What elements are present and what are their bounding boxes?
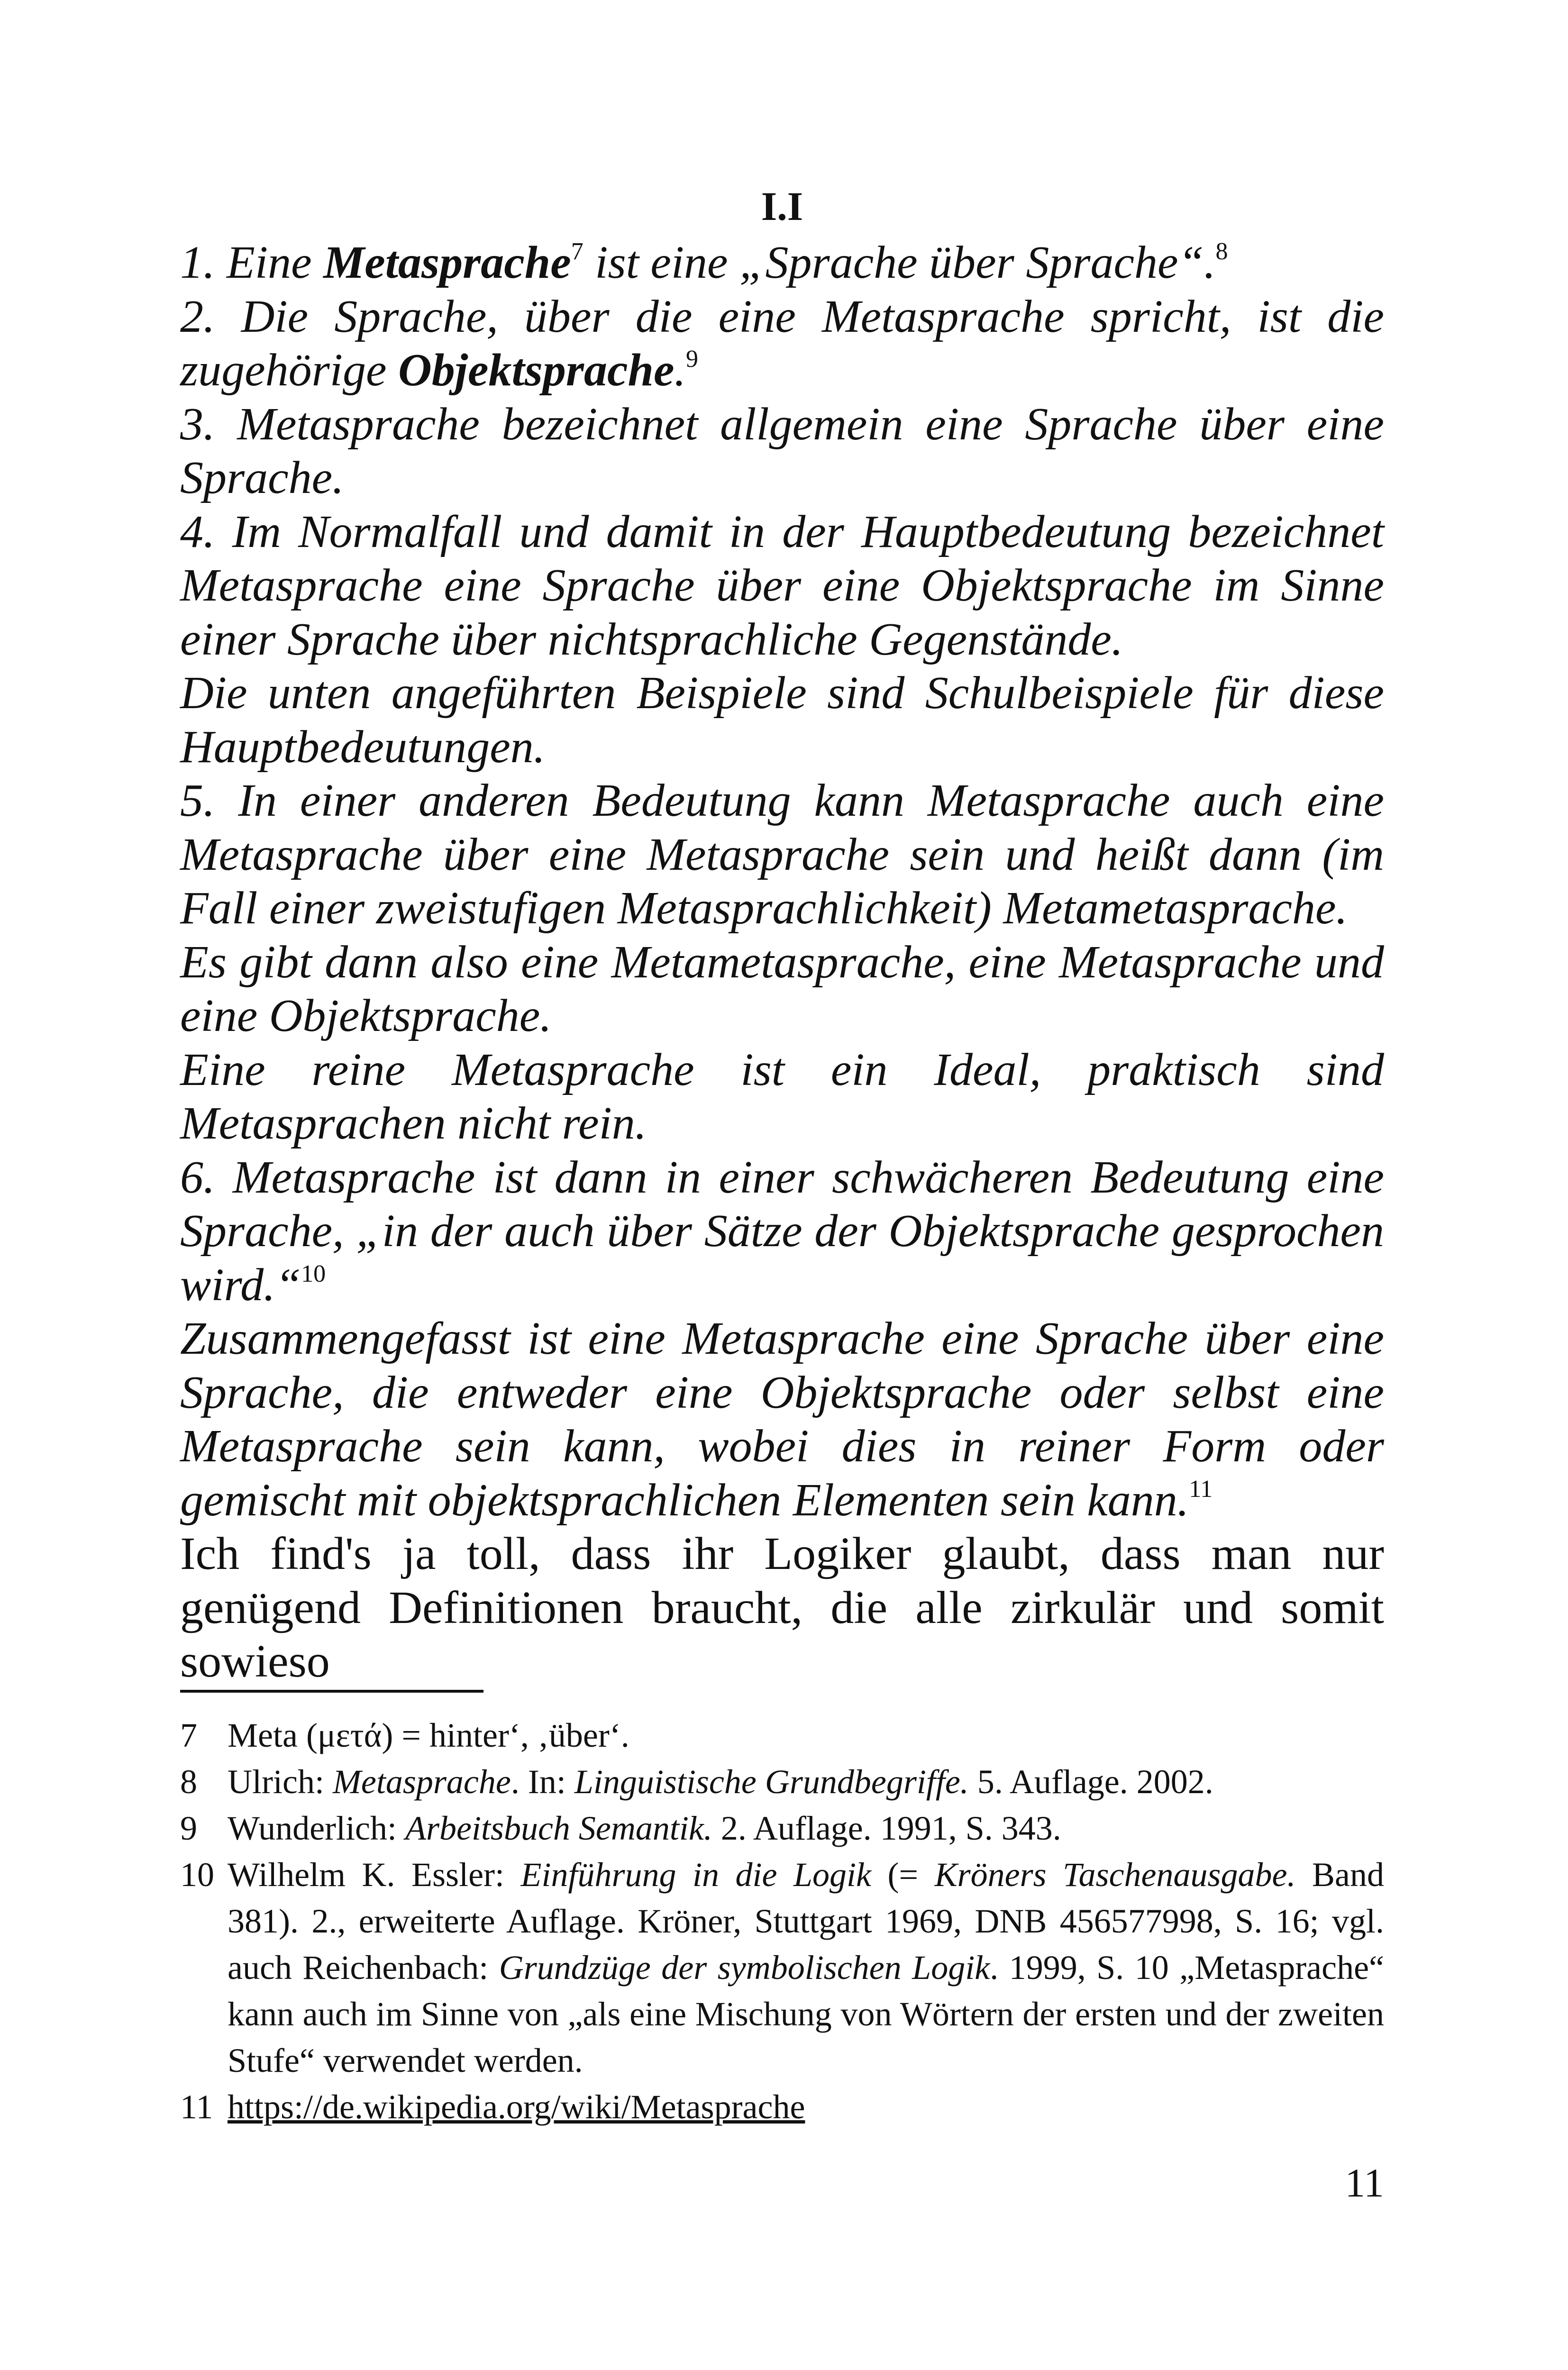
paragraph-7: Es gibt dann also eine Metametasprache, eine Metasprache und eine Objektsprache. [180, 936, 1384, 1041]
paragraph-10 [180, 1312, 1384, 1527]
footnote-text: 5. Auflage. 2002. [968, 1763, 1213, 1801]
footnote-title: Linguistische Grundbegriffe. [574, 1763, 969, 1801]
footnote-title: Grundzüge der symbolischen Logik [499, 1949, 990, 1987]
footnote-ref-9[interactable]: 9 [686, 346, 698, 373]
footnote-ref-7[interactable]: 7 [571, 238, 583, 265]
footnote-title: Einführung in die Logik [520, 1856, 872, 1894]
footnotes [180, 1712, 1384, 2130]
footnote-number: 8 [180, 1763, 197, 1801]
footnote-text: . 1999, S. 10 „Metasprache“ kann auch im Sinne von „als eine Mischung von Wörtern der ersten und der zweiten Stufe“ verwendet werden. [228, 1949, 1385, 2079]
footnote-separator [180, 1690, 483, 1693]
footnote-text: Ulrich: [228, 1763, 333, 1801]
footnote-title: Kröners Taschenausgabe. [934, 1856, 1296, 1894]
term-objektsprache: Objektsprache [398, 345, 675, 396]
section-heading: I.I [761, 183, 803, 229]
footnote-ref-10[interactable]: 10 [301, 1260, 326, 1287]
footnote-9 [180, 1805, 1384, 1851]
footnote-text: Wilhelm K. Essler: [228, 1856, 521, 1894]
footnote-text: Wunderlich: [228, 1809, 405, 1847]
footnote-text: Meta (μετά) = hinter‘, ‚über‘. [228, 1716, 629, 1754]
footnote-8 [180, 1759, 1384, 1805]
footnote-number: 10 [180, 1856, 214, 1894]
paragraph-11: Ich find's ja toll, dass ihr Logiker glaubt, dass man nur genügend Definitionen braucht, die alle zirkulär und somit sowieso [180, 1528, 1384, 1687]
footnote-number: 9 [180, 1809, 197, 1847]
footnote-text: 2. Auflage. 1991, S. 343. [712, 1809, 1061, 1847]
text-run: 6. Metasprache ist dann in einer schwächeren Bedeutung eine Sprache, „in der auch über Sätze der Objektsprache gesprochen wird.“ [180, 1151, 1384, 1311]
footnote-title: Arbeitsbuch Semantik. [405, 1809, 712, 1847]
term-metasprache: Metasprache [323, 237, 571, 288]
text-run: . [674, 345, 686, 396]
text-run: ist eine „Sprache über Sprache“. [583, 237, 1216, 288]
footnote-text: Band 381). 2., erweiterte Auflage. Kröner, Stuttgart 1969, DNB 456577998, S. 16; vgl. auch Reichenbach: [228, 1856, 1384, 1987]
wikipedia-link[interactable]: https://de.wikipedia.org/wiki/Metasprache [228, 2088, 805, 2126]
footnote-7 [180, 1712, 1384, 1759]
footnote-ref-11[interactable]: 11 [1189, 1475, 1213, 1503]
text-run: Zusammengefasst ist eine Metasprache eine Sprache über eine Sprache, die entweder eine Objektsprache oder selbst eine Metasprache sein kann, wobei dies in reiner Form oder gemischt mit objektsprachlichen Elementen sein kann. [180, 1313, 1384, 1526]
paragraph-5: Die unten angeführten Beispiele sind Schulbeispiele für diese Hauptbedeutungen. [180, 667, 1384, 773]
footnote-number: 7 [180, 1716, 197, 1754]
text-run: 2. Die Sprache, über die eine Metasprache spricht, ist die zugehörige [180, 291, 1384, 396]
book-page [180, 0, 1384, 2370]
paragraph-1 [180, 236, 1384, 290]
footnote-number: 11 [180, 2088, 213, 2126]
paragraph-4: 4. Im Normalfall und damit in der Hauptbedeutung bezeichnet Metasprache eine Sprache über eine Objektsprache im Sinne einer Sprache über nichtsprachliche Gegenstände. [180, 506, 1384, 665]
paragraph-9 [180, 1151, 1384, 1313]
footnote-10 [180, 1851, 1384, 2084]
page-number: 11 [1345, 2160, 1384, 2206]
paragraph-3: 3. Metasprache bezeichnet allgemein eine Sprache über eine Sprache. [180, 398, 1384, 503]
paragraph-2 [180, 290, 1384, 398]
paragraph-6: 5. In einer anderen Bedeutung kann Metasprache auch eine Metasprache über eine Metasprache sein und heißt dann (im Fall einer zweistufigen Metasprachlichkeit) Metametasprache. [180, 775, 1384, 934]
footnote-11 [180, 2084, 1384, 2130]
main-text [180, 236, 1384, 1689]
text-run: 1. Eine [180, 237, 324, 288]
footnote-text: . In: [511, 1763, 574, 1801]
footnote-text: (= [871, 1856, 935, 1894]
paragraph-8: Eine reine Metasprache ist ein Ideal, praktisch sind Metasprachen nicht rein. [180, 1044, 1384, 1149]
footnote-title: Metasprache [332, 1763, 511, 1801]
footnote-ref-8[interactable]: 8 [1215, 238, 1228, 265]
